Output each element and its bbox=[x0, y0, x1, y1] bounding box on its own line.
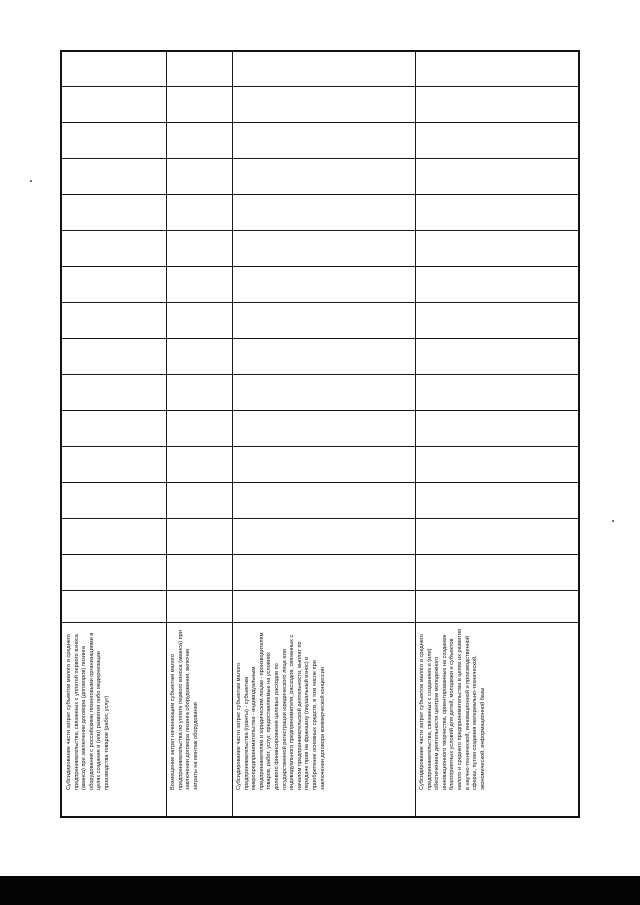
grid-line bbox=[60, 86, 580, 87]
grid-line bbox=[60, 338, 580, 339]
grid-line bbox=[60, 590, 580, 591]
grid-line bbox=[60, 158, 580, 159]
grid-line bbox=[60, 266, 580, 267]
scan-speck bbox=[30, 180, 32, 182]
grid-line bbox=[415, 50, 416, 818]
grid-line bbox=[60, 374, 580, 375]
table-border-left bbox=[60, 50, 62, 818]
grid-line bbox=[60, 194, 580, 195]
grid-line bbox=[60, 446, 580, 447]
grid-line bbox=[60, 482, 580, 483]
scan-speck bbox=[612, 520, 614, 522]
grid-line bbox=[60, 230, 580, 231]
grid-line bbox=[60, 554, 580, 555]
grid-line bbox=[60, 518, 580, 519]
table-cell-text: Возмещение затрат начинающим субъектам малого предпринимательства по уплате первого взноса (аванса) при заключении договора лизинга оборудования, включая затраты на монтаж оборудования bbox=[170, 630, 199, 790]
grid-line bbox=[60, 410, 580, 411]
table-cell-text: Субсидирование части затрат субъектов малого и среднего предпринимательства, связанных с созданием и (или) обеспечением деятельности центров молодежного инновационного творчества, ориентированных на создание благоприятных условий для детей, молодежи и субъектов малого и среднего предпринимательства в целях их развития в научно-технической, инновационной и производственной сферах, путем создания материально-технической, экономической, информационной базы bbox=[419, 628, 486, 790]
table-border-top bbox=[60, 50, 580, 52]
table-border-right bbox=[578, 50, 580, 818]
grid-line bbox=[60, 122, 580, 123]
grid-line bbox=[232, 50, 233, 818]
table-cell-text: Субсидирование части затрат субъектам малого предпринимательства (гранты) - субъектам микропредпринимательства - индивидуальным предпринимателям и юридическим лицам - производителям товаров, работ, услуг, предоставляемые на условиях долевого финансирования целевых расходов по государственной регистрации юридического лица или индивидуального предпринимателя, расходов, связанных с началом предпринимательской деятельности, выплат по передаче прав на франшизу (паушальный взнос) и приобретение основных средств, в том числе при заключении договора коммерческой концессии bbox=[236, 632, 326, 790]
grid-line bbox=[60, 622, 580, 623]
grid-line bbox=[166, 50, 167, 818]
grid-line bbox=[60, 302, 580, 303]
scan-bottom-edge bbox=[0, 876, 640, 905]
table-cell-text: Субсидирование части затрат субъектов малого и среднего предпринимательства, связанных с уплатой первого взноса (аванса) при заключении договора (договоров) лизинга оборудования с российскими лизинговыми организациями в целях создания и (или) развития либо модернизации производства товаров (работ, услуг) bbox=[66, 632, 110, 790]
table-border-bottom bbox=[60, 816, 580, 818]
